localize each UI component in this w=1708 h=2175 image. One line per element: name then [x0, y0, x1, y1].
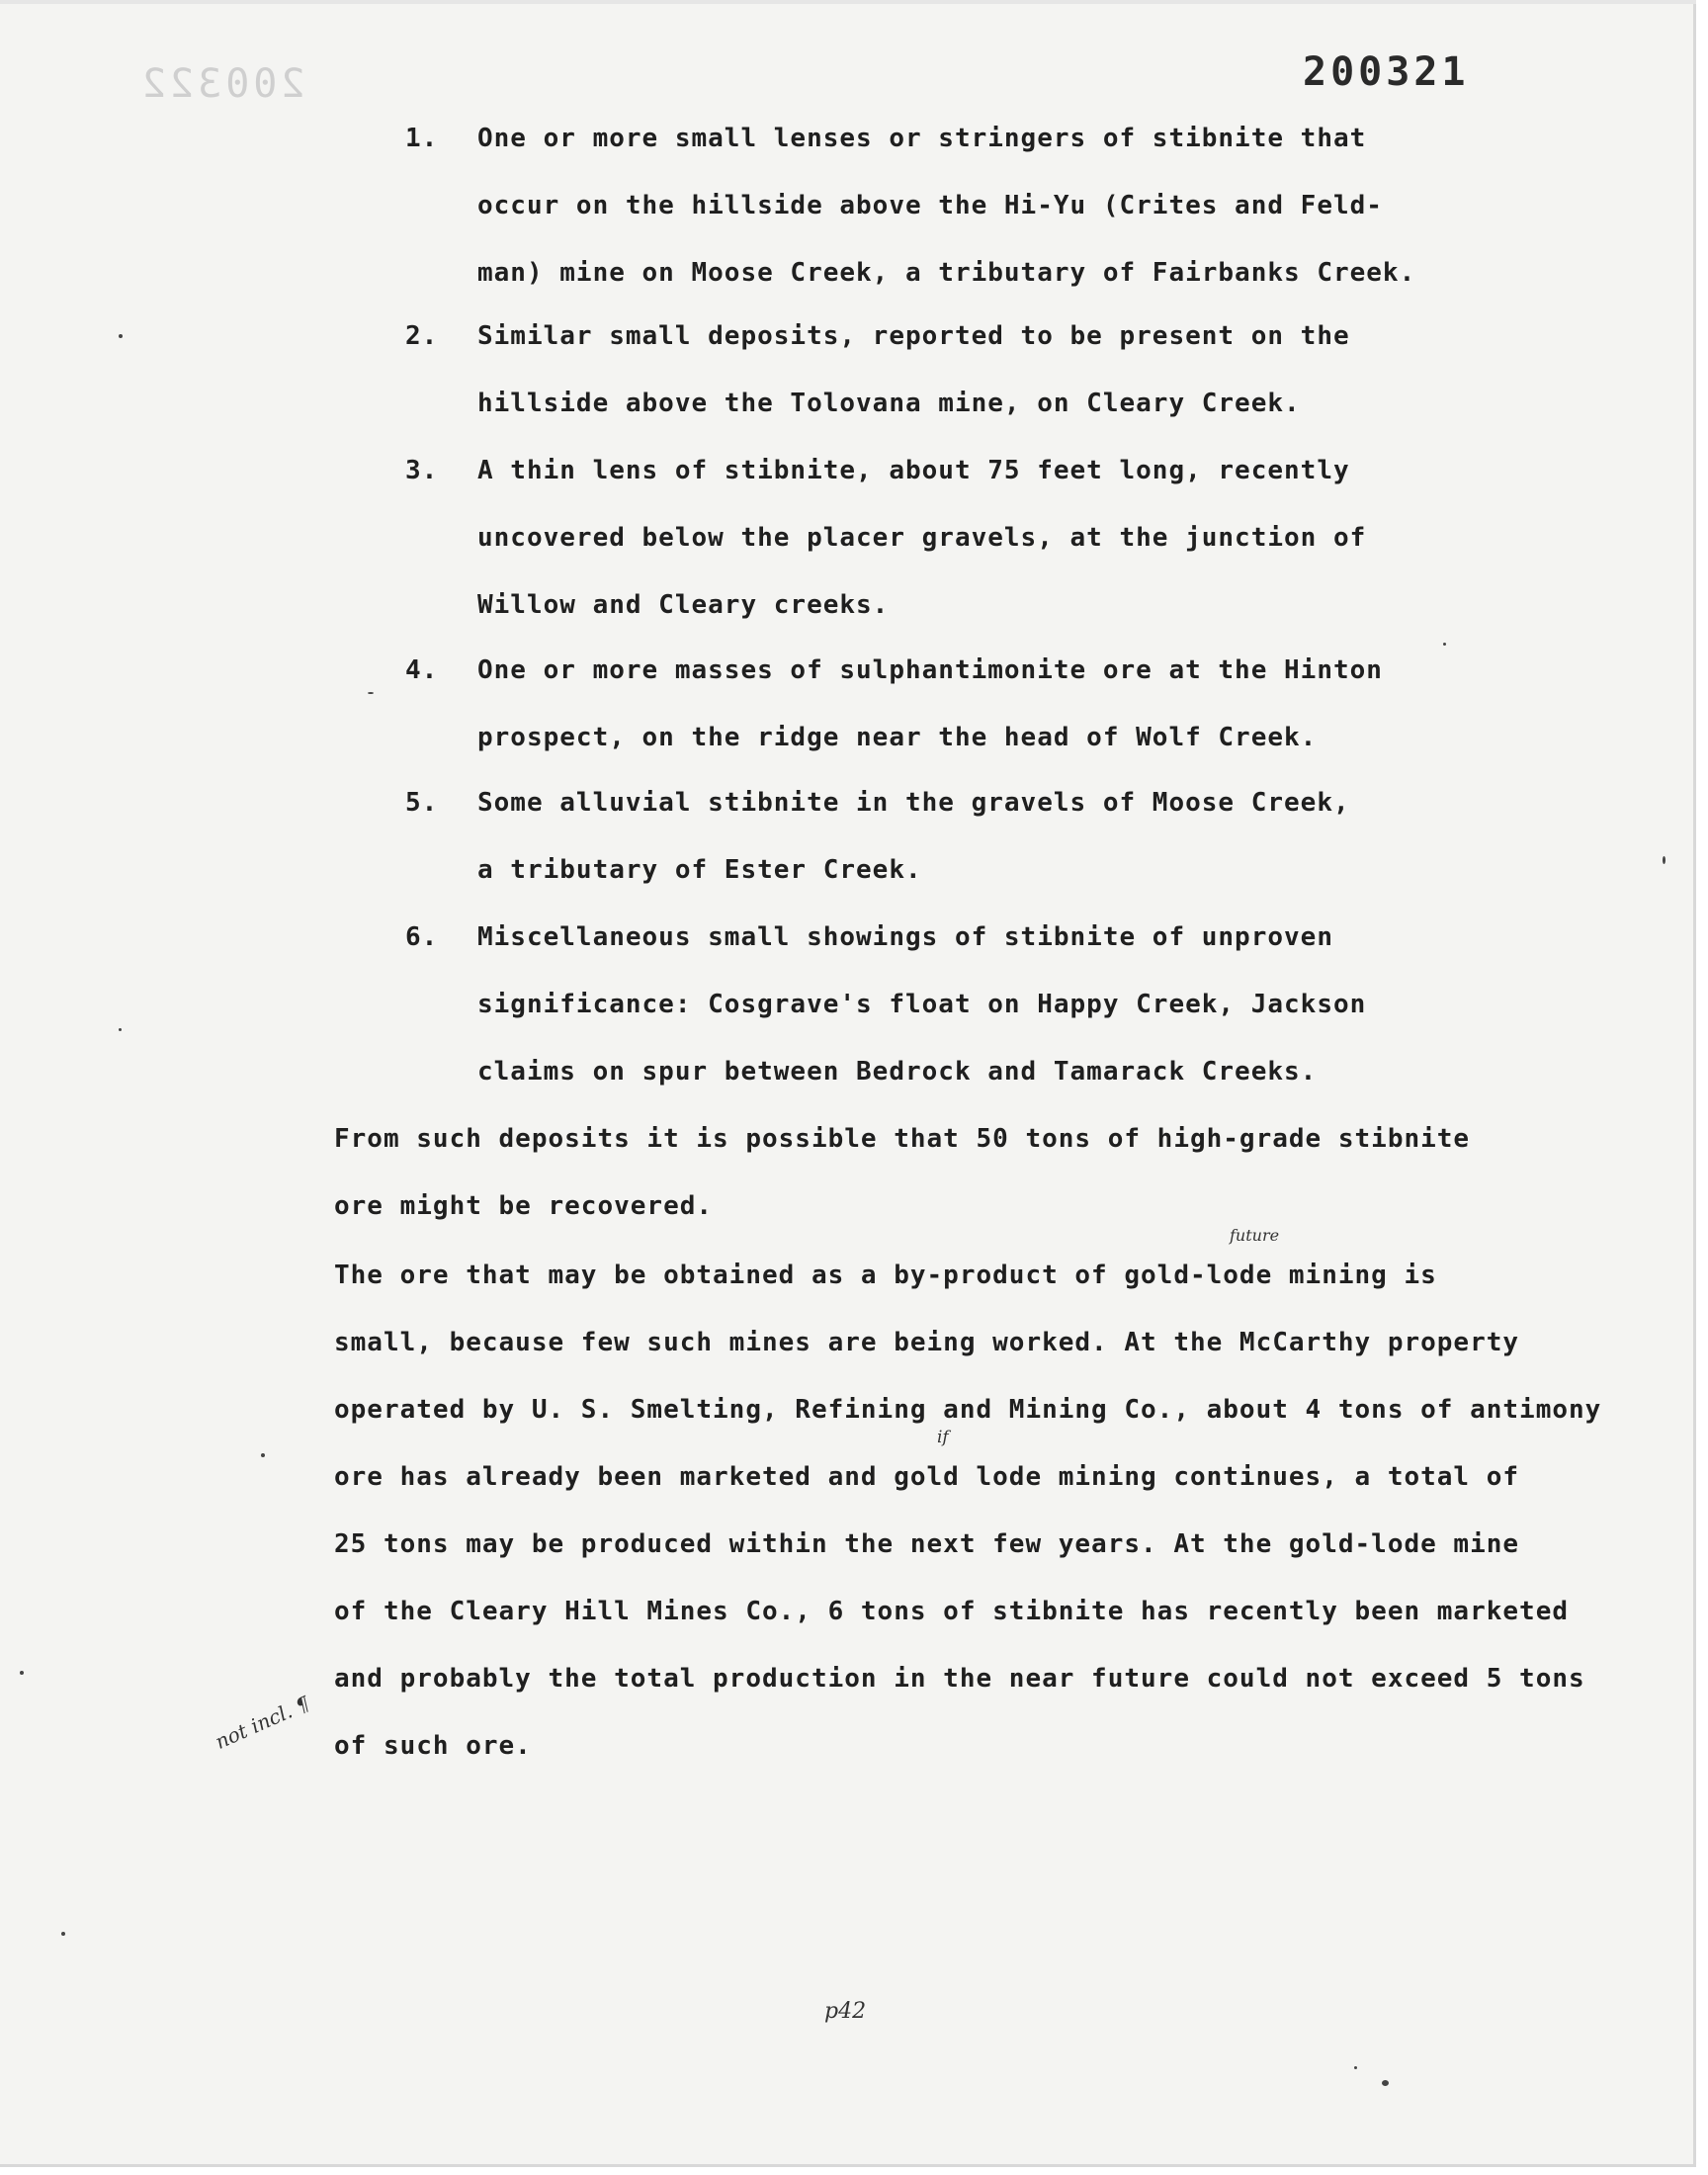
paragraph-line: of the Cleary Hill Mines Co., 6 tons of stibnite has recently been marketed: [334, 1597, 1569, 1626]
page-mark: p42: [824, 1999, 867, 2024]
scan-speck: [368, 692, 374, 694]
item-number: 6.: [405, 922, 439, 952]
scan-speck: [1382, 2080, 1389, 2086]
item-number: 3.: [405, 456, 439, 485]
margin-note: not incl. ¶: [212, 1691, 313, 1754]
paragraph-line: 25 tons may be produced within the next few years. At the gold-lode mine: [334, 1529, 1520, 1559]
paragraph-line: and probably the total production in the near future could not exceed 5 tons: [334, 1664, 1585, 1694]
item-number: 4.: [405, 655, 439, 685]
item-line: One or more masses of sulphantimonite ore at the Hinton: [477, 655, 1383, 685]
item-line: significance: Cosgrave's float on Happy Creek, Jackson: [477, 990, 1367, 1019]
insertion-note-if: if: [937, 1428, 949, 1447]
item-line: Similar small deposits, reported to be present on the: [477, 321, 1350, 351]
scan-speck: [119, 334, 123, 338]
item-number: 2.: [405, 321, 439, 351]
paragraph-line: ore might be recovered.: [334, 1191, 714, 1221]
item-line: Miscellaneous small showings of stibnite of unproven: [477, 922, 1333, 952]
doc-id-bleedthrough: 200322: [138, 61, 305, 107]
item-line: uncovered below the placer gravels, at the junction of: [477, 523, 1367, 553]
item-line: man) mine on Moose Creek, a tributary of Fairbanks Creek.: [477, 258, 1416, 288]
scan-speck: [1663, 856, 1665, 864]
document-id: 200321: [1303, 49, 1470, 95]
scan-speck: [61, 1932, 65, 1936]
item-line: prospect, on the ridge near the head of Wolf Creek.: [477, 723, 1318, 752]
scan-speck: [1443, 643, 1446, 646]
item-line: a tributary of Ester Creek.: [477, 855, 922, 885]
item-number: 1.: [405, 124, 439, 153]
item-line: A thin lens of stibnite, about 75 feet long, recently: [477, 456, 1350, 485]
item-line: claims on spur between Bedrock and Tamarack Creeks.: [477, 1057, 1318, 1087]
paragraph-line: ore has already been marketed and gold lode mining continues, a total of: [334, 1462, 1520, 1492]
item-line: Some alluvial stibnite in the gravels of Moose Creek,: [477, 788, 1350, 818]
item-line: One or more small lenses or stringers of stibnite that: [477, 124, 1367, 153]
paragraph-line: small, because few such mines are being worked. At the McCarthy property: [334, 1328, 1520, 1357]
item-line: hillside above the Tolovana mine, on Cleary Creek.: [477, 389, 1301, 418]
paragraph-line: The ore that may be obtained as a by-product of gold-lode mining is: [334, 1261, 1437, 1290]
insertion-note-future: future: [1230, 1226, 1280, 1245]
paragraph-line: From such deposits it is possible that 50 tons of high-grade stibnite: [334, 1124, 1471, 1154]
scan-speck: [261, 1453, 265, 1457]
scan-edge: [0, 0, 1696, 4]
scan-speck: [119, 1028, 122, 1031]
item-line: Willow and Cleary creeks.: [477, 590, 890, 620]
paragraph-line: of such ore.: [334, 1731, 532, 1761]
scan-speck: [1354, 2066, 1357, 2069]
scan-speck: [20, 1671, 24, 1675]
paragraph-line: operated by U. S. Smelting, Refining and Mining Co., about 4 tons of antimony: [334, 1395, 1602, 1425]
item-number: 5.: [405, 788, 439, 818]
item-line: occur on the hillside above the Hi-Yu (Crites and Feld-: [477, 191, 1383, 220]
